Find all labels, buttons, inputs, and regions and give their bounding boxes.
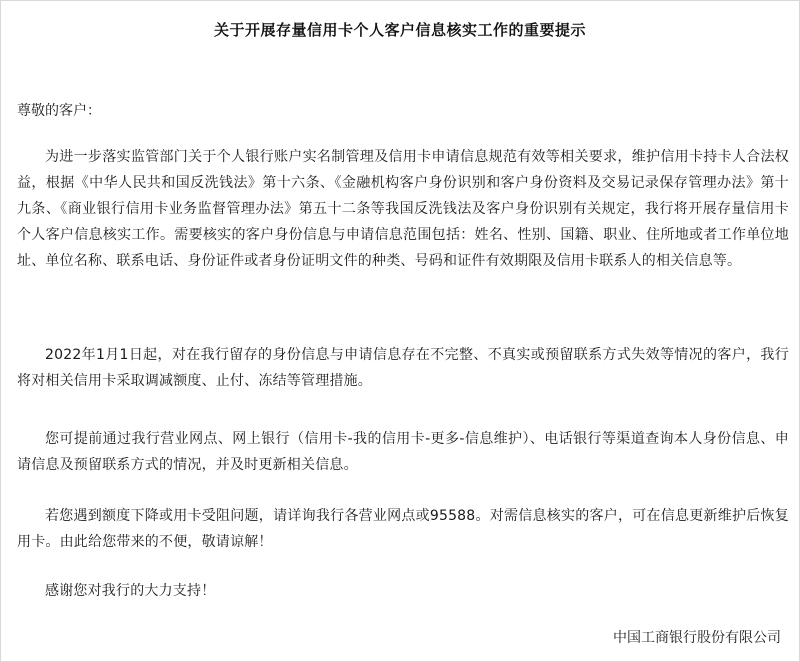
salutation: 尊敬的客户： [17, 103, 101, 119]
signature: 中国工商银行股份有限公司 [613, 630, 781, 646]
paragraph-update-channels: 您可提前通过我行营业网点、网上银行（信用卡-我的信用卡-更多-信息维护）、电话银行等渠道查询本人身份信息、申请信息及预留联系方式的情况，并及时更新相关信息。 [17, 431, 789, 473]
paragraph-thanks: 感谢您对我行的大力支持！ [45, 583, 216, 599]
paragraph-contact: 若您遇到额度下降或用卡受阻问题，请详询我行各营业网点或95588。对需信息核实的客户，可在信息更新维护后恢复用卡。由此给您带来的不便，敬请谅解！ [17, 508, 789, 550]
notice-title: 关于开展存量信用卡个人客户信息核实工作的重要提示 [213, 21, 586, 39]
paragraph-requirements: 为进一步落实监管部门关于个人银行账户实名制管理及信用卡申请信息规范有效等相关要求，维护信用卡持卡人合法权益，根据《中华人民共和国反洗钱法》第十六条、《金融机构客户身份识别和客户身份资料及交易记录保存管理办法》第十九条、《商业银行信用卡业务监督管理办法》第五十二条等我国反洗钱法及客户身份识别有关规定，我行将开展存量信用卡个人客户信息核实工作。需要核实的客户身份信息与申请信息范围包括：姓名、性别、国籍、职业、住所地或者工作单位地址、单位名称、联系电话、身份证件或者身份证明文件的种类、号码和证件有效期限及信用卡联系人的相关信息等。 [17, 149, 789, 269]
paragraph-measures: 2022年1月1日起，对在我行留存的身份信息与申请信息存在不完整、不真实或预留联系方式失效等情况的客户，我行将对相关信用卡采取调减额度、止付、冻结等管理措施。 [17, 347, 789, 389]
